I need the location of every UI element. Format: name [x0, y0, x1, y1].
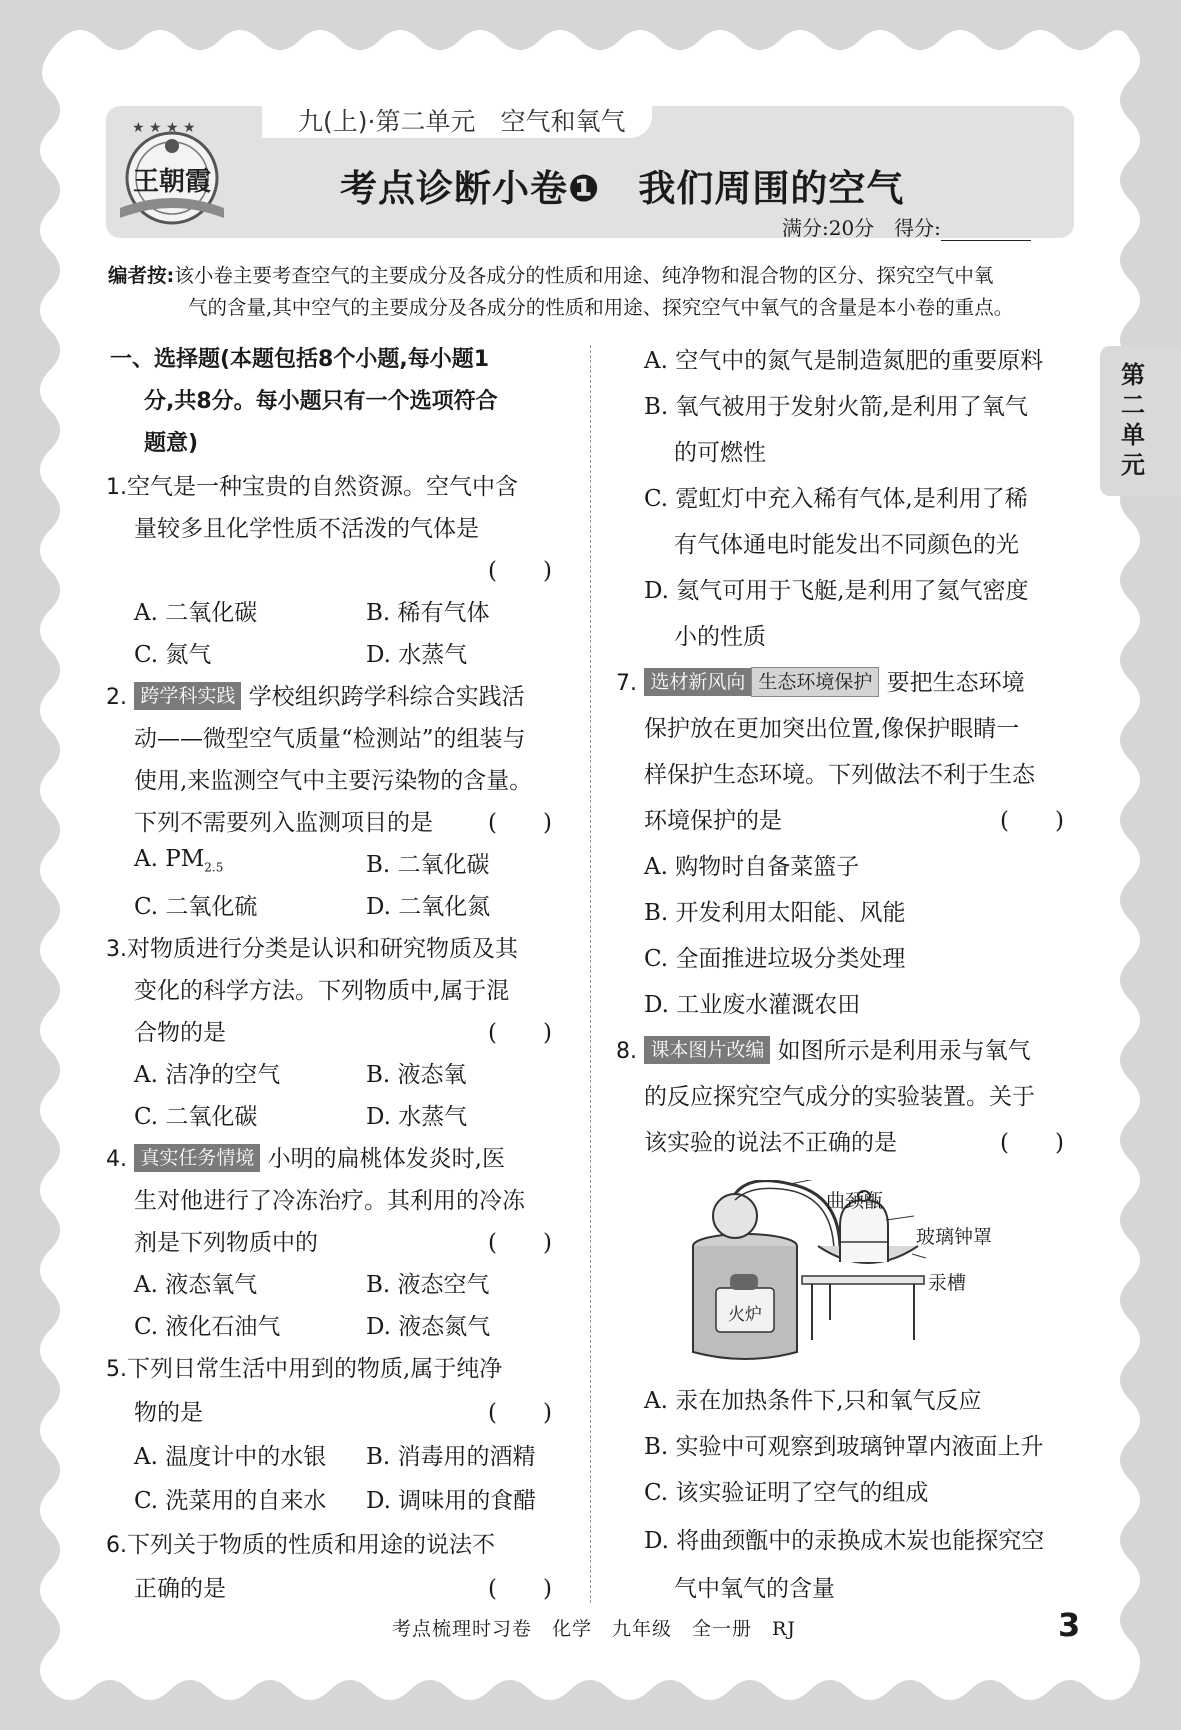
answer-bracket[interactable]: ( ): [1000, 808, 1064, 834]
category-tag: 选材新风向: [644, 668, 751, 696]
option-a[interactable]: A. 购物时自备菜篮子: [644, 854, 860, 880]
option-b[interactable]: B. 氧气被用于发射火箭,是利用了氧气: [644, 394, 1028, 420]
option-b[interactable]: B. 稀有气体: [366, 600, 490, 626]
question-number: 3.: [106, 937, 127, 962]
question-8-stem: [616, 1032, 1031, 1065]
option-a[interactable]: A. 洁净的空气: [134, 1062, 281, 1088]
question-3-line2: 变化的科学方法。下列物质中,属于混: [134, 978, 510, 1004]
option-d[interactable]: D. 将曲颈甑中的汞换成木炭也能探究空: [644, 1528, 1045, 1554]
option-b[interactable]: B. 液态空气: [366, 1272, 490, 1298]
option-a-text: A. PM: [134, 846, 205, 872]
question-2-line2: 动——微型空气质量“检测站”的组装与: [134, 726, 526, 752]
option-d-line2: 小的性质: [674, 624, 766, 650]
question-number: 5.: [106, 1357, 127, 1382]
page-number: 3: [1058, 1606, 1081, 1644]
breadcrumb-text: 九(上)·第二单元 空气和氧气: [298, 107, 626, 136]
question-text: 学校组织跨学科综合实践活: [248, 684, 525, 710]
retort-label: 曲颈甑: [826, 1190, 884, 1212]
svg-text:★ ★ ★ ★: ★ ★ ★ ★: [132, 120, 196, 136]
question-7-stem: [616, 664, 1025, 697]
question-7-line4: 环境保护的是: [644, 808, 782, 834]
answer-bracket[interactable]: ( ): [488, 810, 552, 836]
option-b[interactable]: B. 开发利用太阳能、风能: [644, 900, 906, 926]
breadcrumb: [262, 98, 652, 138]
question-text: 空气是一种宝贵的自然资源。空气中含: [127, 474, 518, 500]
option-a-subscript: 2.5: [204, 860, 224, 875]
category-tag: 真实任务情境: [134, 1144, 260, 1172]
option-c[interactable]: C. 洗菜用的自来水: [134, 1488, 327, 1514]
question-8-line2: 的反应探究空气成分的实验装置。关于: [644, 1084, 1035, 1110]
option-a[interactable]: A. 二氧化碳: [134, 600, 258, 626]
option-c[interactable]: C. 液化石油气: [134, 1314, 281, 1340]
answer-bracket[interactable]: ( ): [488, 1230, 552, 1256]
question-4-stem: [106, 1140, 505, 1173]
question-8-line3: 该实验的说法不正确的是: [644, 1130, 897, 1156]
answer-bracket[interactable]: ( ): [488, 558, 552, 584]
question-1-stem: [106, 468, 518, 501]
question-number: 1.: [106, 475, 127, 500]
question-1-line2: 量较多且化学性质不活泼的气体是: [134, 516, 479, 542]
option-a[interactable]: A. 汞在加热条件下,只和氧气反应: [644, 1388, 982, 1414]
question-number: 2.: [106, 685, 127, 710]
question-text: 要把生态环境: [886, 670, 1025, 696]
option-c[interactable]: C. 全面推进垃圾分类处理: [644, 946, 906, 972]
editor-note-label: 编者按:: [108, 264, 175, 287]
question-number: 4.: [106, 1147, 127, 1172]
option-a[interactable]: A. 液态氧气: [134, 1272, 258, 1298]
logo-text: 王朝霞: [132, 167, 212, 197]
option-c[interactable]: C. 二氧化硫: [134, 894, 258, 920]
option-a[interactable]: A. 温度计中的水银: [134, 1444, 327, 1470]
answer-bracket[interactable]: ( ): [488, 1576, 552, 1602]
question-2-stem: [106, 678, 525, 711]
section-title-line1: 一、选择题(本题包括8个小题,每小题1: [110, 347, 490, 372]
option-b[interactable]: B. 实验中可观察到玻璃钟罩内液面上升: [644, 1434, 1044, 1460]
question-number: 7.: [616, 671, 637, 696]
answer-bracket[interactable]: ( ): [1000, 1130, 1064, 1156]
option-d[interactable]: D. 水蒸气: [366, 1104, 468, 1130]
question-text: 如图所示是利用汞与氧气: [777, 1038, 1031, 1064]
question-5-line2: 物的是: [134, 1400, 203, 1426]
option-b[interactable]: B. 消毒用的酒精: [366, 1444, 536, 1470]
score-label: 满分:20分 得分:: [782, 216, 941, 240]
option-c[interactable]: C. 该实验证明了空气的组成: [644, 1480, 929, 1506]
option-d[interactable]: D. 工业废水灌溉农田: [644, 992, 861, 1018]
option-b-line2: 的可燃性: [674, 440, 766, 466]
option-d[interactable]: D. 液态氮气: [366, 1314, 491, 1340]
option-d[interactable]: D. 二氧化氮: [366, 894, 491, 920]
question-6-line2: 正确的是: [134, 1576, 226, 1602]
column-divider: [590, 345, 591, 1603]
option-b[interactable]: B. 液态氧: [366, 1062, 467, 1088]
question-2-line4: 下列不需要列入监测项目的是: [134, 810, 433, 836]
question-4-line2: 生对他进行了冷冻治疗。其利用的冷冻: [134, 1188, 525, 1214]
category-tag: 跨学科实践: [134, 682, 241, 710]
section-title-line3: 题意): [144, 431, 199, 456]
question-4-line3: 剂是下列物质中的: [134, 1230, 318, 1256]
question-3-line3: 合物的是: [134, 1020, 226, 1046]
question-number: 8.: [616, 1039, 637, 1064]
score-field: [782, 212, 1031, 241]
question-text: 小明的扁桃体发炎时,医: [267, 1146, 505, 1172]
question-3-stem: [106, 930, 518, 963]
furnace-label: 火炉: [728, 1305, 762, 1325]
option-c[interactable]: C. 氮气: [134, 642, 212, 668]
answer-bracket[interactable]: ( ): [488, 1020, 552, 1046]
option-c[interactable]: C. 霓虹灯中充入稀有气体,是利用了稀: [644, 486, 1028, 512]
editor-note-line1: 该小卷主要考查空气的主要成分及各成分的性质和用途、纯净物和混合物的区分、探究空气中氧: [174, 264, 994, 287]
option-d[interactable]: D. 调味用的食醋: [366, 1488, 537, 1514]
editor-note-line2: 气的含量,其中空气的主要成分及各成分的性质和用途、探究空气中氧气的含量是本小卷的重点。: [188, 296, 1014, 319]
answer-bracket[interactable]: ( ): [488, 1400, 552, 1426]
page-title: 考点诊断小卷❶ 我们周围的空气: [340, 167, 905, 210]
publisher-logo: [112, 118, 232, 228]
question-number: 6.: [106, 1533, 127, 1558]
question-2-line3: 使用,来监测空气中主要污染物的含量。: [134, 768, 533, 794]
option-a[interactable]: [134, 846, 223, 875]
footer-text: 考点梳理时习卷 化学 九年级 全一册 RJ: [392, 1618, 796, 1640]
topic-tag: 生态环境保护: [751, 667, 879, 697]
question-6-stem: [106, 1526, 495, 1559]
option-a[interactable]: A. 空气中的氮气是制造氮肥的重要原料: [644, 348, 1044, 374]
question-text: 下列关于物质的性质和用途的说法不: [127, 1532, 495, 1558]
option-c-line2: 有气体通电时能发出不同颜色的光: [674, 532, 1019, 558]
question-5-stem: [106, 1350, 502, 1383]
bell-jar-label: 玻璃钟罩: [916, 1226, 993, 1248]
option-b[interactable]: B. 二氧化碳: [366, 852, 490, 878]
mercury-trough-label: 汞槽: [928, 1272, 967, 1294]
editor-note: [108, 260, 1073, 324]
option-c[interactable]: C. 二氧化碳: [134, 1104, 258, 1130]
option-d[interactable]: D. 氦气可用于飞艇,是利用了氦气密度: [644, 578, 1029, 604]
score-blank[interactable]: [941, 222, 1031, 241]
category-tag: 课本图片改编: [644, 1036, 770, 1064]
question-text: 下列日常生活中用到的物质,属于纯净: [127, 1356, 503, 1382]
option-d-line2: 气中氧气的含量: [674, 1576, 835, 1602]
question-7-line2: 保护放在更加突出位置,像保护眼睛一: [644, 716, 1020, 742]
section-title-line2: 分,共8分。每小题只有一个选项符合: [144, 389, 498, 414]
option-d[interactable]: D. 水蒸气: [366, 642, 468, 668]
question-text: 对物质进行分类是认识和研究物质及其: [127, 936, 518, 962]
question-7-line3: 样保护生态环境。下列做法不利于生态: [644, 762, 1035, 788]
unit-side-tab-label: 第二单元: [1121, 361, 1145, 479]
